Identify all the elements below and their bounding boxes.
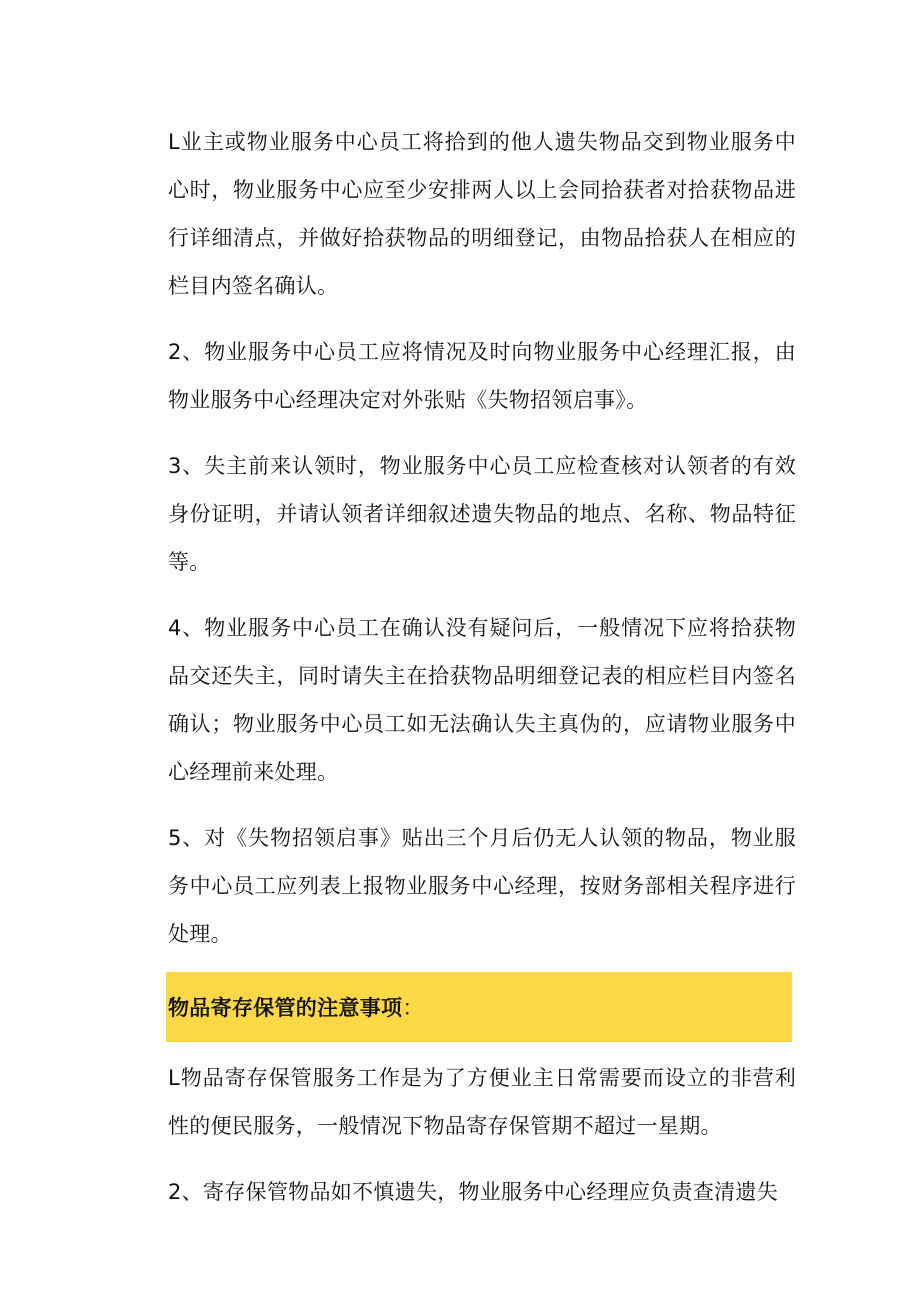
paragraph-6: L物品寄存保管服务工作是为了方便业主日常需要而设立的非营利性的便民服务，一般情况下物品寄存保管期不超过一星期。	[168, 1066, 796, 1138]
section-heading-highlight	[166, 972, 792, 1042]
paragraph-2: 2、物业服务中心员工应将情况及时向物业服务中心经理汇报，由物业服务中心经理决定对外张贴《失物招领启事》。	[168, 340, 796, 412]
section-heading: 物品寄存保管的注意事项	[168, 996, 403, 1020]
paragraph-3: 3、失主前来认领时，物业服务中心员工应检查核对认领者的有效身份证明，并请认领者详细叙述遗失物品的地点、名称、物品特征等。	[168, 454, 796, 574]
paragraph-5: 5、对《失物招领启事》贴出三个月后仍无人认领的物品，物业服务中心员工应列表上报物业服务中心经理，按财务部相关程序进行处理。	[168, 826, 796, 946]
document-page	[168, 118, 796, 1234]
paragraph-4: 4、物业服务中心员工在确认没有疑问后，一般情况下应将拾获物品交还失主，同时请失主在拾获物品明细登记表的相应栏目内签名确认；物业服务中心员工如无法确认失主真伪的，应请物业服务中心经理前来处理。	[168, 616, 796, 784]
paragraph-7: 2、寄存保管物品如不慎遗失，物业服务中心经理应负责查清遗失	[168, 1180, 779, 1204]
paragraph-1: L业主或物业服务中心员工将拾到的他人遗失物品交到物业服务中心时，物业服务中心应至少安排两人以上会同拾获者对拾获物品进行详细清点，并做好拾获物品的明细登记，由物品拾获人在相应的栏目内签名确认。	[168, 130, 796, 298]
section-heading-colon: ：	[402, 996, 424, 1020]
